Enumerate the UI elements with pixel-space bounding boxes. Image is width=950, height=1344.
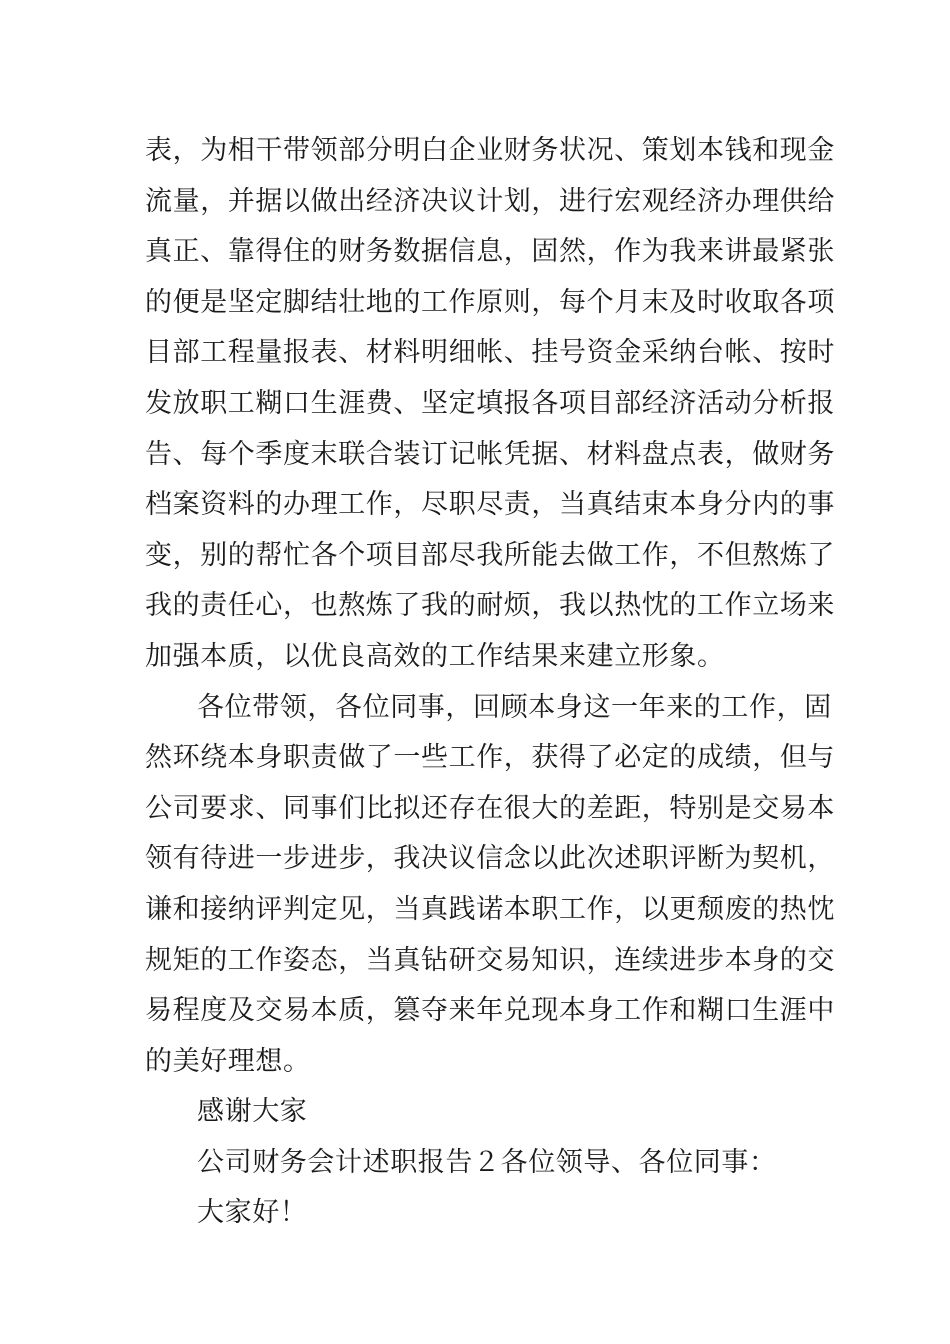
text-line: 公司要求、同事们比拟还存在很大的差距，特别是交易本 bbox=[145, 792, 835, 824]
paragraph-p3 bbox=[145, 1087, 810, 1138]
text-line: 流量，并据以做出经济决议计划，进行宏观经济办理供给 bbox=[145, 185, 835, 217]
paragraph-p1 bbox=[145, 126, 835, 683]
text-line: 的美好理想。 bbox=[145, 1045, 311, 1077]
text-line: 大家好！ bbox=[197, 1197, 308, 1229]
paragraph-p5 bbox=[145, 1188, 810, 1239]
document-body bbox=[145, 126, 835, 1239]
text-line: 变，别的帮忙各个项目部尽我所能去做工作，不但熬炼了 bbox=[145, 539, 835, 571]
text-line: 然环绕本身职责做了一些工作，获得了必定的成绩，但与 bbox=[145, 742, 835, 774]
text-line: 易程度及交易本质，篡夺来年兑现本身工作和糊口生涯中 bbox=[145, 995, 835, 1027]
text-line: 领有待进一步进步，我决议信念以此次述职评断为契机， bbox=[145, 843, 835, 875]
text-line: 发放职工糊口生涯费、坚定填报各项目部经济活动分析报 bbox=[145, 387, 835, 419]
text-line: 各位带领，各位同事，回顾本身这一年来的工作，固 bbox=[197, 691, 832, 723]
paragraph-p4 bbox=[145, 1138, 810, 1189]
text-line: 谦和接纳评判定见，当真践诺本职工作，以更颓废的热忱 bbox=[145, 893, 835, 925]
text-line: 目部工程量报表、材料明细帐、挂号资金采纳台帐、按时 bbox=[145, 337, 835, 369]
text-line: 感谢大家 bbox=[197, 1096, 308, 1128]
text-line: 规矩的工作姿态，当真钻研交易知识，连续进步本身的交 bbox=[145, 944, 835, 976]
text-line: 告、每个季度末联合装订记帐凭据、材料盘点表，做财务 bbox=[145, 438, 835, 470]
text-line: 真正、靠得住的财务数据信息，固然，作为我来讲最紧张 bbox=[145, 236, 835, 268]
text-line: 的便是坚定脚结壮地的工作原则，每个月末及时收取各项 bbox=[145, 286, 835, 318]
text-line: 表，为相干带领部分明白企业财务状况、策划本钱和现金 bbox=[145, 135, 835, 166]
paragraph-p2 bbox=[145, 683, 835, 1088]
text-line: 档案资料的办理工作，尽职尽责，当真结束本身分内的事 bbox=[145, 489, 835, 521]
text-line: 我的责任心，也熬炼了我的耐烦，我以热忱的工作立场来 bbox=[145, 590, 835, 622]
text-line: 加强本质，以优良高效的工作结果来建立形象。 bbox=[145, 640, 725, 672]
text-line: 公司财务会计述职报告２各位领导、各位同事： bbox=[197, 1146, 777, 1178]
